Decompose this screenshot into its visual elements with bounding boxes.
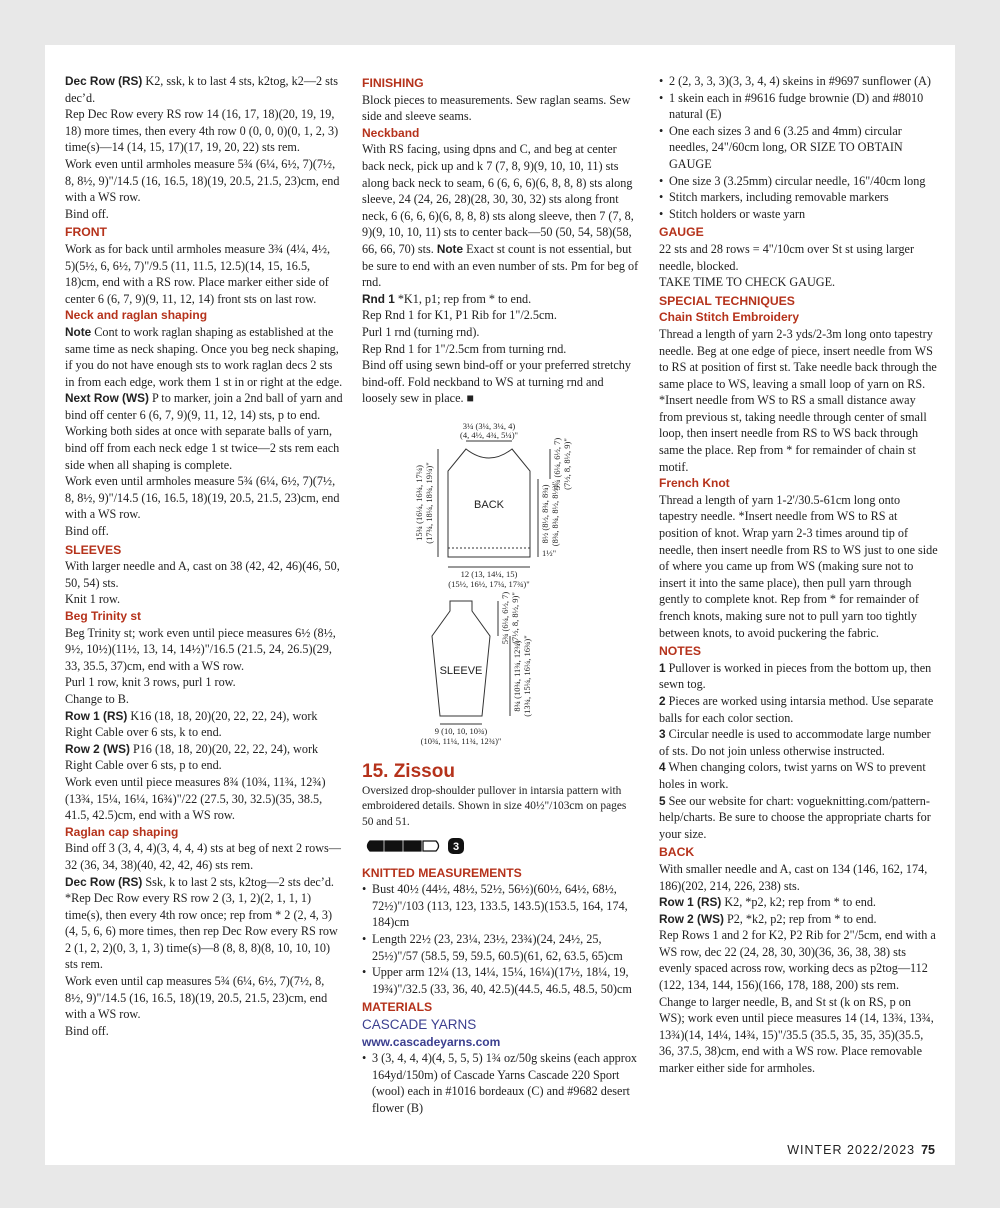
subsection-heading: Beg Trinity st bbox=[65, 609, 142, 623]
run-in-label: 5 bbox=[659, 793, 666, 808]
paragraph bbox=[362, 141, 639, 290]
column-1 bbox=[65, 73, 343, 1039]
paragraph bbox=[659, 660, 939, 693]
page-number: 75 bbox=[921, 1143, 935, 1157]
paragraph-text: Bind off using sewn bind-off or your preferred stretchy bind-off. Fold neckband to WS at turning rnd and loosely sew in place. ■ bbox=[362, 358, 631, 406]
paragraph bbox=[362, 357, 639, 407]
paragraph bbox=[65, 558, 343, 591]
pattern-description: Oversized drop-shoulder pullover in intarsia pattern with embroidered details. Shown in size 40½"/103cm on pages 50 and 51. bbox=[362, 784, 627, 828]
back-label: BACK bbox=[474, 498, 504, 511]
back-armhole-depth: 8½ (8½, 8¾, 8¾) bbox=[540, 484, 550, 544]
magazine-page bbox=[45, 45, 955, 1165]
paragraph-text: Work even until armholes measure 5¾ (6¼, 6½, 7)(7½, 8, 8½, 9)"/14.5 (16, 16.5, 18)(19, 20.5, 21.5, 23)cm, end with a WS row. bbox=[65, 156, 340, 205]
paragraph-text: Rep Rnd 1 for K1, P1 Rib for 1"/2.5cm. bbox=[362, 308, 557, 323]
paragraph-text: See our website for chart: vogueknitting.com/pattern-help/charts. Be sure to choose the appropriate charts for your size. bbox=[659, 793, 931, 841]
back-rib-measure: 1½" bbox=[542, 547, 557, 558]
paragraph bbox=[659, 274, 939, 291]
paragraph bbox=[65, 708, 343, 741]
paragraph-text: Rep Dec Row every RS row 14 (16, 17, 18)(20, 19, 19, 18) more times, then every 4th row 0 (0, 0, 0)(0, 1, 2, 3) time(s)—14 (14, 15, 17)(17, 19, 20, 22) sts rem. bbox=[65, 107, 339, 155]
column-3 bbox=[659, 73, 939, 1077]
section-heading: GAUGE bbox=[659, 225, 704, 240]
back-width-measure-2: (15½, 16½, 17¼, 17¾)" bbox=[448, 578, 530, 589]
skill-segment bbox=[385, 841, 402, 851]
paragraph-text: With larger needle and A, cast on 38 (42, 42, 46)(46, 50, 50, 54) sts. bbox=[65, 559, 340, 590]
run-in-label: 3 bbox=[659, 727, 666, 742]
paragraph bbox=[659, 994, 939, 1077]
paragraph-text: Block pieces to measurements. Sew raglan seams. Sew side and sleeve seams. bbox=[362, 92, 631, 124]
list-item: • Bust 40½ (44½, 48½, 52½, 56½)(60½, 64½, 68½, 72½)"/103 (113, 123, 133.5, 143.5)(153.5, 164, 174, 184)cm bbox=[362, 881, 639, 931]
sleeve-outline bbox=[432, 601, 490, 716]
paragraph-text: P2, *k2, p2; rep from * to end. bbox=[723, 911, 877, 926]
list-item: • Upper arm 12¼ (13, 14¼, 15¼, 16¼)(17½, 18¼, 19, 19¾)"/32.5 (33, 36, 40, 42.5)(44.5, 46.5, 48.5, 50)cm bbox=[362, 964, 639, 997]
sleeve-label: SLEEVE bbox=[439, 664, 483, 677]
list-item: • 2 (2, 3, 3, 3)(3, 3, 4, 4) skeins in #9697 sunflower (A) bbox=[659, 73, 939, 90]
section-heading: BACK bbox=[659, 845, 695, 860]
run-in-label: Note bbox=[65, 324, 92, 339]
paragraph-text: Pieces are worked using intarsia method. Use separate balls for each color section. bbox=[659, 693, 934, 725]
back-raglan-depth-2: (7½, 8, 8½, 9)" bbox=[562, 438, 572, 490]
paragraph bbox=[65, 625, 343, 675]
paragraph-text: K16 (18, 18, 20)(20, 22, 22, 24), work Right Cable over 6 sts, k to end. bbox=[65, 708, 318, 740]
paragraph bbox=[362, 324, 639, 341]
paragraph bbox=[65, 206, 343, 223]
paragraph-text: Purl 1 row, knit 3 rows, purl 1 row. bbox=[65, 675, 236, 690]
paragraph bbox=[65, 674, 343, 691]
sleeve-length-measure: 8¾ (10¾, 11¾, 12¾) bbox=[512, 640, 522, 712]
back-length-measure: 15¾ (16¼, 16¾, 17¼) bbox=[414, 464, 424, 541]
paragraph-text: Bind off. bbox=[65, 1023, 109, 1038]
run-in-label: Row 1 (RS) bbox=[65, 708, 128, 723]
list-item: • Length 22½ (23, 23¼, 23½, 23¾)(24, 24½, 25, 25½)"/57 (58.5, 59, 59.5, 60.5)(61, 62, 63.5, 65)cm bbox=[362, 931, 639, 964]
sleeve-cap-measure: 5¾ (6¼, 6½, 7) bbox=[500, 591, 510, 645]
paragraph bbox=[659, 894, 939, 911]
paragraph-text: Work as for back until armholes measure 3¾ (4¼, 4½, 5)(5½, 6, 6½, 7)"/9.5 (11, 11.5, 12.5)(14, 15, 16.5, 18)cm, end with a RS row. Place marker either side of center 6 (6, 7, 9)(9, 11, 12, 14) front sts on last row. bbox=[65, 241, 331, 306]
pattern-title: 15. Zissou bbox=[362, 760, 455, 782]
list-item: • 3 (3, 4, 4, 4)(4, 5, 5, 5) 1¾ oz/50g skeins (each approx 164yd/150m) of Cascade Yarns Cascade 220 Sport (wool) each in #1016 bordeaux (C) and #9682 desert flower (B) bbox=[362, 1050, 639, 1116]
paragraph-text: Bind off. bbox=[65, 524, 109, 539]
paragraph bbox=[65, 156, 343, 206]
skill-segment bbox=[423, 841, 439, 851]
paragraph bbox=[362, 341, 639, 358]
back-width-measure: 12 (13, 14¼, 15) bbox=[460, 568, 518, 579]
section-heading: KNITTED MEASUREMENTS bbox=[362, 865, 522, 880]
paragraph bbox=[362, 291, 639, 308]
bullet-list bbox=[659, 73, 939, 222]
paragraph bbox=[65, 73, 343, 106]
run-in-label: Rnd 1 bbox=[362, 291, 395, 306]
paragraph-text: Knit 1 row. bbox=[65, 592, 121, 607]
sleeve-length-measure-2: (13¾, 15¼, 16¼, 16¾)" bbox=[522, 635, 532, 717]
paragraph-text: 22 sts and 28 rows = 4"/10cm over St st using larger needle, blocked. bbox=[659, 241, 915, 273]
skill-level-icon bbox=[362, 836, 472, 856]
section-heading: MATERIALS bbox=[362, 1000, 433, 1015]
paragraph bbox=[659, 492, 939, 641]
paragraph-text: With RS facing, using dpns and C, and beg at center back neck, pick up and k 7 (7, 8, 9)(9, 10, 10, 11) sts along back neck to seam, 6 (6, 6, 6)(6, 8, 8, 8) sts along sleeve, 24 (24, 26, 28)(28, 30, 30, 32) sts along front neck, 6 (6, 6, 6)(6, 8, 8, 8) sts along sleeve, then 7 (7, 8, 9)(9, 10, 10, 11) sts to center back—50 (50, 54, 58)(58, 66, 66, 70) sts. bbox=[362, 142, 634, 256]
list-item: • Stitch markers, including removable markers bbox=[659, 189, 939, 206]
measurements-section bbox=[362, 865, 639, 1016]
paragraph-text: *K1, p1; rep from * to end. bbox=[394, 291, 532, 306]
paragraph bbox=[659, 793, 939, 843]
sleeve-cap-measure-2: (7½, 8, 8½, 9)" bbox=[510, 592, 520, 644]
run-in-label: 4 bbox=[659, 760, 666, 775]
subsection-heading: Neckband bbox=[362, 125, 420, 140]
paragraph bbox=[659, 326, 939, 475]
paragraph-text: Work even until piece measures 8¾ (10¾, 11¾, 12¾)(13¾, 15¼, 16¼, 16¾)"/22 (27.5, 30, 32.5)(35, 38.5, 41.5, 42.5)cm, end with a WS row. bbox=[65, 774, 326, 823]
section-heading: NOTES bbox=[659, 644, 701, 659]
paragraph bbox=[65, 324, 343, 390]
paragraph bbox=[362, 307, 639, 324]
paragraph-text: With smaller needle and A, cast on 134 (146, 162, 174, 186)(202, 214, 226, 238) sts. bbox=[659, 861, 928, 893]
skill-segment bbox=[368, 841, 384, 851]
subsection-heading: Neck and raglan shaping bbox=[65, 308, 208, 323]
paragraph bbox=[65, 473, 343, 523]
run-in-label: Dec Row (RS) bbox=[65, 874, 143, 889]
paragraph-text: Bind off 3 (3, 4, 4)(3, 4, 4, 4) sts at beg of next 2 rows—32 (36, 34, 38)(40, 42, 42, 46) sts rem. bbox=[65, 841, 341, 872]
run-in-label: Row 2 (WS) bbox=[659, 911, 724, 926]
column-2 bbox=[362, 73, 639, 1116]
back-top-measure-2: (4, 4½, 4¾, 5¼)" bbox=[459, 429, 519, 440]
paragraph bbox=[65, 241, 343, 307]
paragraph-text: Cont to work raglan shaping as established at the same time as neck shaping. Once you beg neck shaping, if you do not have enough sts to work raglan decs 2 sts in from each edge, work them 1 st in or right at the edge. bbox=[65, 324, 343, 389]
paragraph-text: Beg Trinity st; work even until piece measures 6½ (8½, 9½, 10½)(11½, 13, 14, 14½)"/16.5 (21.5, 24, 26.5)(29, 33, 35.5, 37)cm, end with a WS row. bbox=[65, 625, 336, 673]
subsection-heading: Raglan cap shaping bbox=[65, 824, 179, 839]
run-in-label: Dec Row (RS) bbox=[65, 74, 143, 88]
paragraph bbox=[362, 92, 639, 125]
sleeve-width-measure-2: (10¾, 11¼, 11¾, 12¾)" bbox=[420, 735, 502, 746]
paragraph-text: Bind off. bbox=[65, 206, 109, 221]
run-in-label: Next Row (WS) bbox=[65, 391, 149, 406]
back-raglan-depth: 5¾ (6¼, 6½, 7) bbox=[552, 437, 562, 491]
paragraph-text: Purl 1 rnd (turning rnd). bbox=[362, 324, 480, 339]
paragraph bbox=[65, 106, 343, 156]
paragraph-text: K2, ssk, k to last 4 sts, k2tog, k2—2 sts dec’d. bbox=[65, 74, 339, 105]
paragraph-text: *Rep Dec Row every RS row 2 (3, 1, 2)(2, 1, 1, 1) time(s), then every 4th row once; rep from * 2 (2, 4, 3)(4, 5, 6, 6) more times, then rep Dec Row every RS row 2 (1, 2, 2)(0, 3, 1, 3) time(s)—8 (8, 8, 8)(8, 10, 10, 10) sts rem. bbox=[65, 891, 338, 972]
list-item: • 1 skein each in #9616 fudge brownie (D) and #8010 natural (E) bbox=[659, 90, 939, 123]
paragraph bbox=[659, 927, 939, 993]
paragraph-text: Change to larger needle, B, and St st (k on RS, p on WS); work even until piece measures 14 (14, 13¾, 13¾, 13¾)(14, 14¼, 14¾, 15)"/35.5 (35.5, 35, 35, 35)(35.5, 36, 37.5, 38)cm, end with a WS row. Place removable marker either side for armholes. bbox=[659, 994, 934, 1076]
paragraph bbox=[659, 726, 939, 759]
run-in-label: Row 1 (RS) bbox=[659, 895, 722, 910]
subsection-heading: French Knot bbox=[659, 476, 730, 491]
paragraph bbox=[659, 693, 939, 726]
paragraph-text: Circular needle is used to accommodate large number of sts. Do not join unless otherwise instructed. bbox=[659, 727, 931, 758]
section-heading: SPECIAL TECHNIQUES bbox=[659, 293, 795, 308]
paragraph-text: Ssk, k to last 2 sts, k2tog—2 sts dec’d. bbox=[142, 874, 334, 889]
section-heading: FRONT bbox=[65, 225, 107, 240]
paragraph bbox=[65, 1023, 343, 1040]
back-top-measure: 3¼ (3¼, 3¼, 4) bbox=[462, 420, 516, 431]
paragraph bbox=[659, 241, 939, 274]
list-item: • Stitch holders or waste yarn bbox=[659, 206, 939, 223]
paragraph bbox=[65, 741, 343, 774]
run-in-label: 2 bbox=[659, 693, 666, 708]
paragraph-text: K2, *p2, k2; rep from * to end. bbox=[721, 895, 876, 910]
paragraph-text: Thread a length of yarn 1-2'/30.5-61cm long onto tapestry needle. *Insert needle from WS to RS at position of knot. Wrap yarn 2-3 times around tip of needle, then insert needle from RS to WS just to one side of where you came up from WS (making sure not to insert it into the same place), then pull yarn through gently to complete knot. Rep from * for remainder of french knots, making sure not to pull yarn too tightly between knots, to avoid puckering the fabric. bbox=[659, 492, 938, 640]
paragraph-text: Rep Rnd 1 for 1"/2.5cm from turning rnd. bbox=[362, 341, 567, 356]
yarn-brand: CASCADE YARNS bbox=[362, 1017, 477, 1033]
skill-segment bbox=[404, 841, 421, 851]
paragraph-text: Pullover is worked in pieces from the bottom up, then sewn tog. bbox=[659, 660, 932, 692]
paragraph-text: P to marker, join a 2nd ball of yarn and bind off center 6 (6, 7, 9)(9, 11, 12, 14) sts, p to end. Working both sides at once with separate balls of yarn, bind off from each neck edge 1 st twice—2 sts rem each side when all shaping is complete. bbox=[65, 391, 343, 472]
section-heading: SLEEVES bbox=[65, 542, 122, 557]
run-in-label: Note bbox=[436, 241, 464, 256]
paragraph bbox=[65, 890, 343, 973]
finishing-section bbox=[362, 75, 639, 407]
paragraph-text: P16 (18, 18, 20)(20, 22, 22, 24), work Right Cable over 6 sts, p to end. bbox=[65, 741, 319, 773]
paragraph bbox=[65, 390, 343, 473]
paragraph bbox=[65, 774, 343, 824]
sleeve-width-measure: 9 (10, 10, 10¾) bbox=[434, 725, 488, 736]
paragraph-text: Work even until cap measures 5¾ (6¼, 6½, 7)(7½, 8, 8½, 9)"/14.5 (16, 16.5, 18)(19, 20.5, 21.5, 23)cm, end with a WS row. bbox=[65, 974, 328, 1022]
schematic-diagram bbox=[392, 421, 632, 756]
paragraph-text: When changing colors, twist yarns on WS to prevent holes in work. bbox=[659, 760, 926, 791]
subsection-heading: Chain Stitch Embroidery bbox=[659, 310, 800, 325]
back-length-measure-2: (17¾, 18¼, 18¾, 19¼)" bbox=[424, 462, 434, 544]
paragraph bbox=[65, 840, 343, 873]
paragraph bbox=[659, 911, 939, 928]
paragraph-text: Thread a length of yarn 2-3 yds/2-3m long onto tapestry needle. Beg at one edge of piece, insert needle from WS to RS at position of first st. Take needle back through the same place to WS, leaving a small loop of yarn on RS. *Insert needle from WS to RS a small distance away from previous st, taking needle through center of small loop, then insert needle from RS to WS back through same the place. Rep from * for remainder of chain st motif. bbox=[659, 326, 937, 474]
run-in-label: Row 2 (WS) bbox=[65, 741, 130, 756]
issue-label: WINTER 2022/2023 bbox=[787, 1143, 916, 1157]
paragraph bbox=[659, 759, 939, 792]
paragraph bbox=[65, 591, 343, 608]
paragraph-text: Change to B. bbox=[65, 691, 129, 706]
run-in-label: 1 bbox=[659, 660, 666, 675]
paragraph-text: Exact st count is not essential, but be sure to end with an even number of sts. Pm for beg of rnd. bbox=[362, 241, 639, 290]
page-footer bbox=[787, 1143, 935, 1157]
materials-list bbox=[362, 1050, 639, 1116]
section-heading: FINISHING bbox=[362, 76, 424, 90]
paragraph-text: Work even until armholes measure 5¾ (6¼, 6½, 7)(7½, 8, 8½, 9)"/14.5 (16, 16.5, 18)(19, 20.5, 21.5, 23)cm, end with a WS row. bbox=[65, 474, 340, 522]
skill-badge-number: 3 bbox=[452, 841, 460, 854]
bullet-list bbox=[362, 1050, 639, 1116]
paragraph bbox=[65, 874, 343, 891]
paragraph-text: Rep Rows 1 and 2 for K2, P2 Rib for 2"/5cm, end with a WS row, dec 22 (24, 28, 30, 30)(36, 36, 38, 38) sts evenly spaced across row, working decs as p2tog—112 (122, 134, 144, 156)(166, 178, 188, 200) sts rem. bbox=[659, 928, 936, 993]
yarn-url: www.cascadeyarns.com bbox=[362, 1035, 501, 1050]
back-armhole-depth-2: (8¾, 8¾, 8½, 8½)" bbox=[550, 481, 560, 547]
list-item: • One size 3 (3.25mm) circular needle, 16"/40cm long bbox=[659, 173, 939, 190]
paragraph bbox=[65, 523, 343, 540]
paragraph bbox=[65, 691, 343, 708]
list-item: • One each sizes 3 and 6 (3.25 and 4mm) circular needles, 24"/60cm long, OR SIZE TO OBTAIN GAUGE bbox=[659, 123, 939, 173]
paragraph bbox=[659, 861, 939, 894]
paragraph bbox=[65, 973, 343, 1023]
paragraph-text: TAKE TIME TO CHECK GAUGE. bbox=[659, 275, 836, 290]
bullet-list bbox=[362, 881, 639, 997]
